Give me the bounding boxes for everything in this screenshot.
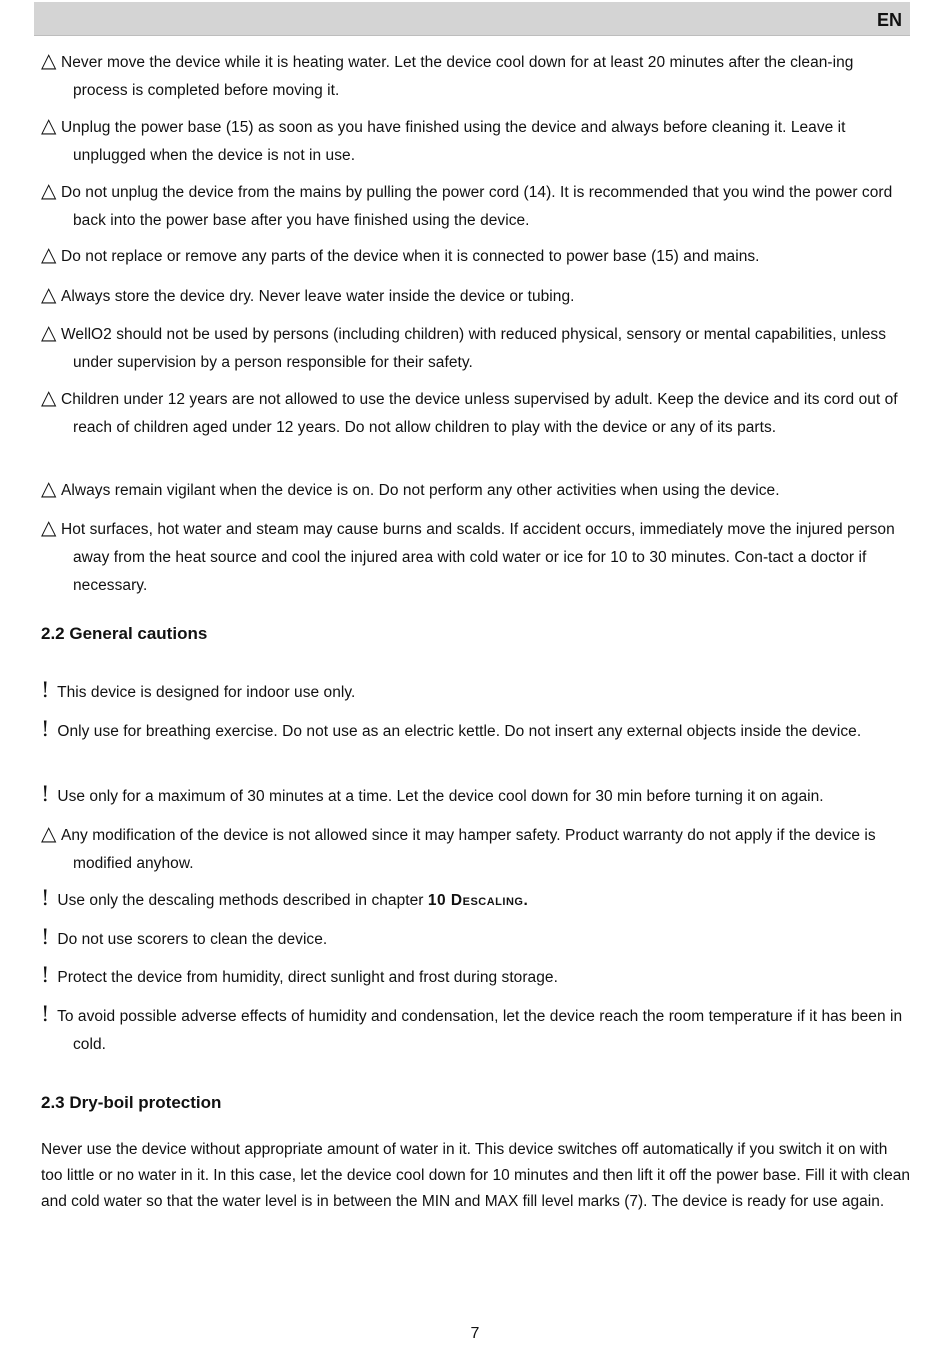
- warning-triangle-icon: △: [41, 476, 57, 500]
- warning-triangle-icon: △: [41, 48, 57, 72]
- warning-item: △ WellO2 should not be used by persons (including children) with reduced physical, sensory or mental capabilities, unless under supervision by a person responsible for their safety.: [41, 320, 887, 371]
- exclamation-icon: !: [41, 782, 50, 806]
- page-number: 7: [470, 1325, 480, 1342]
- exclamation-icon: !: [41, 1002, 50, 1026]
- language-label: EN: [876, 10, 902, 30]
- warning-triangle-icon: △: [41, 282, 57, 306]
- warning-item: △ Do not unplug the device from the mains by pulling the power cord (14). It is recommended that you wind the power cord back into the power base after you have finished using the device.: [41, 178, 893, 229]
- warning-item: △ Do not replace or remove any parts of the device when it is connected to power base (15) and mains.: [41, 242, 760, 266]
- caution-item: ! Protect the device from humidity, direct sunlight and frost during storage.: [41, 963, 558, 987]
- chapter-reference: 10 Descaling.: [427, 892, 529, 909]
- warning-triangle-icon: △: [41, 242, 57, 266]
- warning-item: △ Any modification of the device is not allowed since it may hamper safety. Product warranty do not apply if the device is modified anyhow.: [41, 821, 876, 872]
- warning-triangle-icon: △: [41, 515, 57, 539]
- warning-item: △ Always store the device dry. Never leave water inside the device or tubing.: [41, 282, 575, 306]
- warning-triangle-icon: △: [41, 385, 57, 409]
- caution-item: ! Do not use scorers to clean the device.: [41, 925, 328, 949]
- caution-item: ! This device is designed for indoor use only.: [41, 678, 356, 702]
- warning-item: △ Unplug the power base (15) as soon as you have finished using the device and always before cleaning it. Leave it unplugged when the device is not in use.: [41, 113, 846, 164]
- exclamation-icon: !: [41, 678, 50, 702]
- body-paragraph: Never use the device without appropriate amount of water in it. This device switches off automatically if you switch it on with too little or no water in it. In this case, let the device cool down for 10 minutes and then lift it off the power base. Fill it with clean and cold water so that the water level is in between the MIN and MAX fill level marks (7). The device is ready for use again.: [41, 1141, 911, 1210]
- section-heading: 2.3 Dry-boil protection: [41, 1093, 222, 1112]
- caution-item: ! Use only the descaling methods described in chapter 10 Descaling.: [41, 886, 529, 910]
- warning-item: △ Always remain vigilant when the device is on. Do not perform any other activities when using the device.: [41, 476, 780, 500]
- warning-item: △ Children under 12 years are not allowed to use the device unless supervised by adult. Keep the device and its cord out of reach of children aged under 12 years. Do not allow children to play with the device or any of its parts.: [41, 385, 898, 436]
- exclamation-icon: !: [41, 963, 50, 987]
- section-heading: 2.2 General cautions: [41, 624, 208, 643]
- exclamation-icon: !: [41, 886, 50, 910]
- warning-triangle-icon: △: [41, 320, 57, 344]
- caution-item: ! Use only for a maximum of 30 minutes at a time. Let the device cool down for 30 min before turning it on again.: [41, 782, 824, 806]
- warning-item: △ Hot surfaces, hot water and steam may cause burns and scalds. If accident occurs, immediately move the injured person away from the heat source and cool the injured area with cold water or ice for 10 to 30 minutes. Con-tact a doctor if necessary.: [41, 515, 895, 594]
- header-bar: [34, 2, 910, 36]
- exclamation-icon: !: [41, 925, 50, 949]
- warning-item: △ Never move the device while it is heating water. Let the device cool down for at least 20 minutes after the clean-ing process is completed before moving it.: [41, 48, 854, 99]
- caution-item: ! To avoid possible adverse effects of humidity and condensation, let the device reach the room temperature if it has been in cold.: [41, 1002, 903, 1053]
- warning-triangle-icon: △: [41, 113, 57, 137]
- warning-triangle-icon: △: [41, 821, 57, 845]
- warning-triangle-icon: △: [41, 178, 57, 202]
- caution-item: ! Only use for breathing exercise. Do not use as an electric kettle. Do not insert any external objects inside the device.: [41, 717, 862, 741]
- exclamation-icon: !: [41, 717, 50, 741]
